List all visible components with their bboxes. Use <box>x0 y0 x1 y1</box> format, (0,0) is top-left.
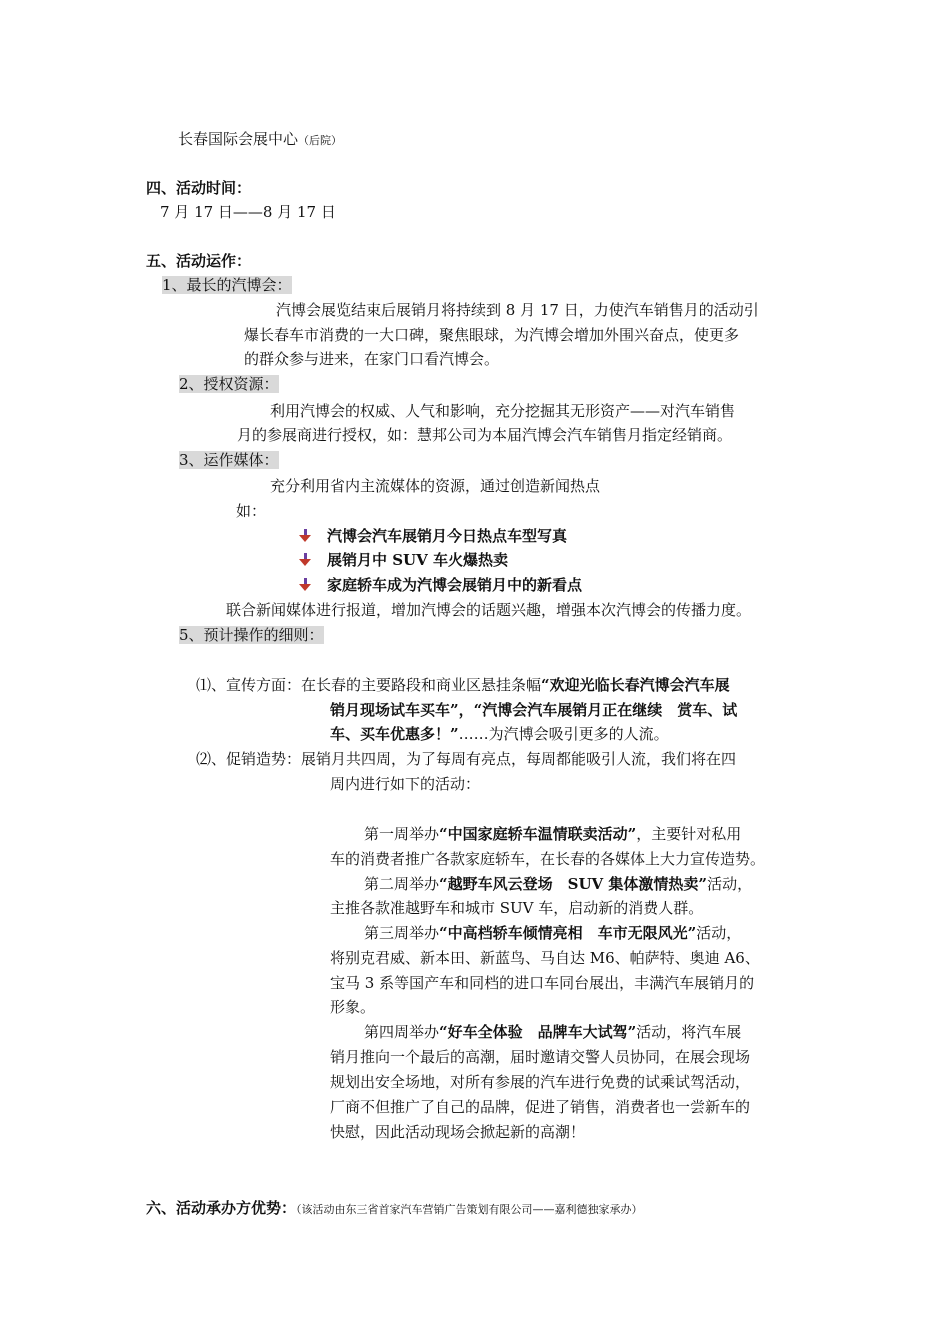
item-3-summary: 联合新闻媒体进行报道，增加汽博会的话题兴趣，增强本次汽博会的传播力度。 <box>226 601 752 619</box>
arrow-bullet-icon <box>299 553 313 567</box>
item-1-label <box>162 273 292 297</box>
venue-name: 长春国际会展中心 <box>178 130 299 148</box>
venue-line <box>178 127 342 153</box>
sales-label: ⑵、促销造势： <box>196 750 302 768</box>
week-4-text: 快慰，因此活动现场会掀起新的高潮！ <box>330 1123 586 1141</box>
week-2-text: 主推各款准越野车和城市 SUV 车，启动新的消费人群。 <box>330 899 704 917</box>
week-text: 活动，将汽车展 <box>636 1023 742 1041</box>
sales-line <box>196 747 736 771</box>
item-2-text: 月的参展商进行授权，如：慧邦公司为本届汽博会汽车销售月指定经销商。 <box>237 426 733 444</box>
promo-slogan: 车、买车优惠多！” <box>330 725 459 743</box>
week-2-line <box>364 872 752 896</box>
item-1-label-text: 1、最长的汽博会： <box>162 276 292 294</box>
media-bullet <box>299 573 582 597</box>
venue-note: （后院） <box>298 134 343 147</box>
week-3-text: 将别克君威、新本田、新蓝鸟、马自达 M6、帕萨特、奥迪 A6、 <box>330 949 760 967</box>
week-3-text: 形象。 <box>330 998 376 1016</box>
item-3-label-text: 3、运作媒体： <box>179 451 279 469</box>
section-6-title: 六、活动承办方优势： <box>146 1199 297 1217</box>
item-1-text: 的群众参与进来，在家门口看汽博会。 <box>244 350 500 368</box>
promo-text: 在长春的主要路段和商业区悬挂条幅 <box>301 676 542 694</box>
promo-text: ……为汽博会吸引更多的人流。 <box>458 725 669 743</box>
media-bullet <box>299 548 508 572</box>
week-3-line <box>364 921 741 945</box>
section-6-line <box>146 1196 643 1222</box>
section-6-note: （该活动由东三省首家汽车营销广告策划有限公司——嘉利德独家承办） <box>296 1203 643 1216</box>
item-2-text: 利用汽博会的权威、人气和影响，充分挖掘其无形资产——对汽车销售 <box>270 402 736 420</box>
week-prefix: 第二周举办 <box>364 875 440 893</box>
promo-label: ⑴、宣传方面： <box>196 676 302 694</box>
section-5-title: 五、活动运作： <box>146 252 252 270</box>
week-4-text: 规划出安全场地，对所有参展的汽车进行免费的试乘试驾活动， <box>330 1073 751 1091</box>
week-4-text: 厂商不但推广了自己的品牌，促进了销售，消费者也一尝新车的 <box>330 1098 751 1116</box>
item-3-label <box>179 448 279 472</box>
sales-text: 周内进行如下的活动： <box>330 775 481 793</box>
week-prefix: 第三周举办 <box>364 924 440 942</box>
week-prefix: 第四周举办 <box>364 1023 440 1041</box>
promo-slogan: 销月现场试车买车”，“汽博会汽车展销月正在继续 赏车、试 <box>330 701 738 719</box>
week-text: 活动， <box>696 924 742 942</box>
item-5-label-text: 5、预计操作的细则： <box>179 626 324 644</box>
section-4-title: 四、活动时间： <box>146 179 252 197</box>
week-activity-name: “中国家庭轿车温情联卖活动” <box>439 825 637 843</box>
item-3-example-intro: 如： <box>236 502 267 520</box>
week-1-line <box>364 822 741 846</box>
week-text: 活动， <box>707 875 753 893</box>
week-text: ，主要针对私用 <box>636 825 742 843</box>
week-activity-name: “越野车风云登场 SUV 集体激情热卖” <box>439 875 708 893</box>
arrow-bullet-icon <box>299 578 313 592</box>
sales-text: 展销月共四周，为了每周有亮点，每周都能吸引人流，我们将在四 <box>301 750 737 768</box>
week-prefix: 第一周举办 <box>364 825 440 843</box>
item-2-label-text: 2、授权资源： <box>179 375 279 393</box>
media-bullet-text: 家庭轿车成为汽博会展销月中的新看点 <box>327 576 583 594</box>
item-1-text: 汽博会展览结束后展销月将持续到 8 月 17 日，力使汽车销售月的活动引 <box>276 301 759 319</box>
week-activity-name: “好车全体验 品牌车大试驾” <box>439 1023 637 1041</box>
week-3-text: 宝马 3 系等国产车和同档的进口车同台展出，丰满汽车展销月的 <box>330 974 755 992</box>
week-activity-name: “中高档轿车倾情亮相 车市无限风光” <box>439 924 697 942</box>
week-4-text: 销月推向一个最后的高潮，届时邀请交警人员协同，在展会现场 <box>330 1048 751 1066</box>
promo-slogan: “欢迎光临长春汽博会汽车展 <box>541 676 730 694</box>
week-4-line <box>364 1020 741 1044</box>
activity-dates: 7 月 17 日——8 月 17 日 <box>160 203 336 221</box>
media-bullet-text: 展销月中 SUV 车火爆热卖 <box>327 551 508 569</box>
item-1-text: 爆长春车市消费的一大口碑，聚焦眼球，为汽博会增加外围兴奋点，使更多 <box>244 326 740 344</box>
arrow-bullet-icon <box>299 529 313 543</box>
item-2-label <box>179 372 279 396</box>
media-bullet <box>299 524 567 548</box>
week-1-text: 车的消费者推广各款家庭轿车，在长春的各媒体上大力宣传造势。 <box>330 850 766 868</box>
promo-line <box>196 673 730 697</box>
item-3-text: 充分利用省内主流媒体的资源，通过创造新闻热点 <box>270 477 601 495</box>
media-bullet-text: 汽博会汽车展销月今日热点车型写真 <box>327 527 568 545</box>
promo-line <box>330 722 669 746</box>
item-5-label <box>179 623 324 647</box>
